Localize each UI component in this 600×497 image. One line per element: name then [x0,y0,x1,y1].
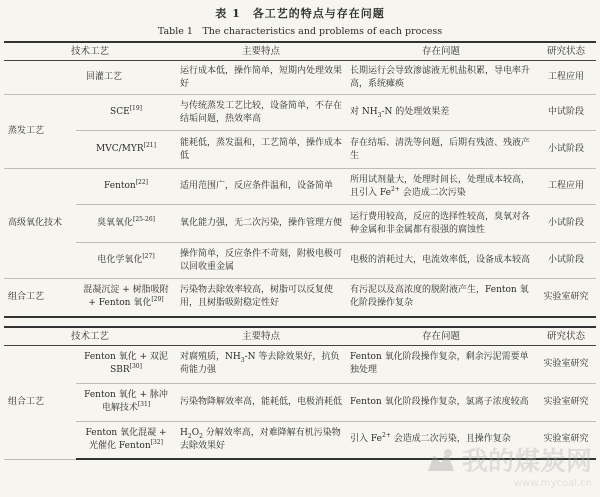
problem-cell: 有污泥以及高浓度的脱附液产生，Fenton 氧化阶段操作复杂 [346,279,536,317]
status-cell: 实验室研究 [536,383,596,421]
process-table-1 [4,41,596,318]
table-row [4,169,596,205]
watermark-url: www.mycoal.cn [514,478,592,489]
status-cell: 实验室研究 [536,345,596,383]
table-row [4,345,596,383]
header-status: 研究状态 [536,327,596,346]
table-row [4,421,596,459]
feature-cell: 污染物去除效率较高，树脂可以反复使用，且树脂吸附稳定性好 [176,279,346,317]
table-row [4,205,596,243]
table-row [4,279,596,317]
problem-cell: Fenton 氧化阶段操作复杂，氯离子浓度较高 [346,383,536,421]
table-row [4,243,596,279]
feature-cell: 适用范围广，反应条件温和，设备简单 [176,169,346,205]
status-cell: 小试阶段 [536,243,596,279]
feature-cell: 污染物降解效率高，能耗低，电极消耗低 [176,383,346,421]
header-status: 研究状态 [536,42,596,61]
group-cell: 组合工艺 [4,345,76,459]
feature-cell: $H_2O_2$ 分解效率高，对难降解有机污染物去除效果好 [176,421,346,459]
group-cell: 组合工艺 [4,279,76,317]
header-tech: 技术工艺 [4,327,176,346]
feature-cell: 氧化能力强，无二次污染，操作管理方便 [176,205,346,243]
problem-cell: 长期运行会导致渗滤液无机盐积累，导电率升高，系统瘫痪 [346,61,536,95]
table-row [4,383,596,421]
group-cell: 高级氧化技术 [4,169,76,279]
tech-cell: Fenton 氧化 + 脉冲电解技术[31] [76,383,176,421]
feature-cell: 与传统蒸发工艺比较，设备简单，不存在结垢问题，热效率高 [176,95,346,131]
watermark-text: 我的煤炭网 [461,447,592,477]
table-header-row [4,42,596,61]
header-problem: 存在问题 [346,327,536,346]
process-table-2 [4,326,596,461]
status-cell: 实验室研究 [536,279,596,317]
status-cell: 实验室研究 [536,421,596,459]
tech-cell: Fenton 氧化 + 双泥 SBR[30] [76,345,176,383]
table-row [4,61,596,95]
problem-cell: Fenton 氧化阶段操作复杂，剩余污泥需要单独处理 [346,345,536,383]
status-cell: 小试阶段 [536,131,596,169]
problem-cell: 运行费用较高，反应的选择性较高，臭氧对各种金属和非金属都有很强的腐蚀性 [346,205,536,243]
header-feature: 主要特点 [176,327,346,346]
tech-cell: SCE[19] [76,95,176,131]
table-row [4,95,596,131]
tech-cell: MVC/MYR[21] [76,131,176,169]
problem-cell: 对 $NH_3-N$ 的处理效果差 [346,95,536,131]
tech-cell: 臭氧氧化[25-26] [76,205,176,243]
header-tech: 技术工艺 [4,42,176,61]
tech-cell: 回灌工艺 [76,61,176,95]
header-problem: 存在问题 [346,42,536,61]
table-row [4,131,596,169]
table-header-row [4,327,596,346]
feature-cell: 运行成本低，操作简单，短期内处理效果好 [176,61,346,95]
status-cell: 中试阶段 [536,95,596,131]
status-cell: 小试阶段 [536,205,596,243]
feature-cell: 操作简单，反应条件不苛刻，附极电极可以回收重金属 [176,243,346,279]
table-caption-en: Table 1 The characteristics and problems of each process [157,26,443,37]
group-cell: 蒸发工艺 [4,95,76,169]
feature-cell: 能耗低，蒸发温和，工艺简单，操作成本低 [176,131,346,169]
tech-cell: 混凝沉淀 + 树脂吸附 + Fenton 氧化[29] [76,279,176,317]
tech-cell: Fenton 氧化混凝 + 光催化 Fenton[32] [76,421,176,459]
status-cell: 工程应用 [536,61,596,95]
table-caption-zh: 表 1 各工艺的特点与存在问题 [215,7,385,20]
problem-cell: 存在结垢、清洗等问题，后期有残渣、残液产生 [346,131,536,169]
tech-cell: Fenton[22] [76,169,176,205]
status-cell: 工程应用 [536,169,596,205]
tech-cell: 电化学氧化[27] [76,243,176,279]
header-feature: 主要特点 [176,42,346,61]
problem-cell: 所用试剂量大，处理时间长，处理成本较高，且引入 $Fe^{2+}$ 会造成二次污染 [346,169,536,205]
feature-cell: 对腐殖质，$NH_3-N$ 等去除效果好，抗负荷能力强 [176,345,346,383]
problem-cell: 引入 $Fe^{2+}$ 会造成二次污染，且操作复杂 [346,421,536,459]
problem-cell: 电极的消耗过大，电流效率低，设备成本较高 [346,243,536,279]
